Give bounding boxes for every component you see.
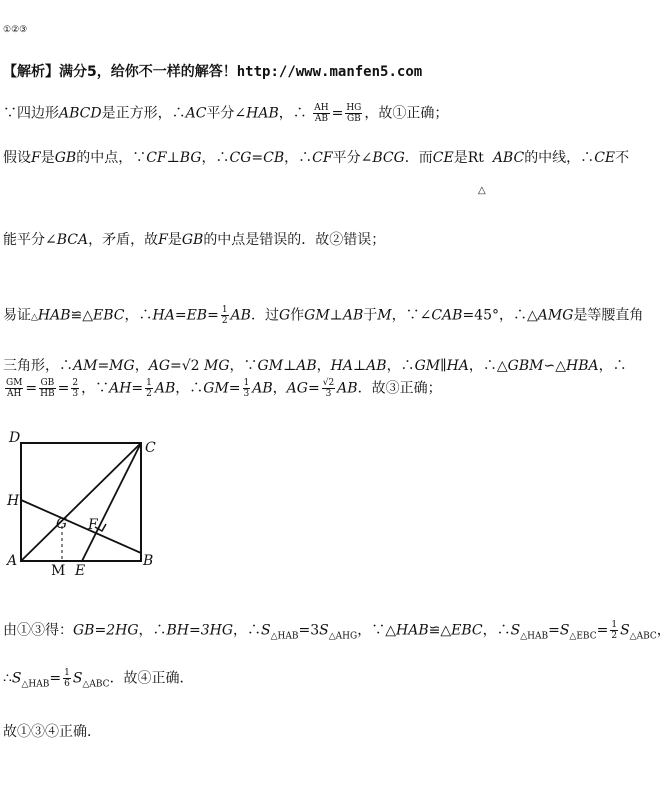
conclusion: 故①③④正确． bbox=[3, 724, 101, 740]
fraction-1-2: $\frac{1}{2}$ bbox=[221, 305, 228, 326]
step-5: 三角形，∴AM=MG，AG=√2 MG，∵GM⊥AB，HA⊥AB，∴GM∥HA，∴△GBM∽△HBA，∴ bbox=[3, 358, 627, 374]
label-e: E bbox=[75, 563, 86, 579]
label-m: M bbox=[51, 563, 66, 579]
label-h: H bbox=[7, 493, 20, 509]
label-g: G bbox=[56, 516, 68, 532]
fraction-hg-gb: $\frac{HG}{GB}$ bbox=[346, 103, 362, 124]
geometry-figure bbox=[4, 425, 184, 585]
solution-tag: 【解析】满分5，给你不一样的解答！ bbox=[3, 64, 237, 80]
label-a: A bbox=[7, 553, 18, 569]
label-b: B bbox=[143, 553, 154, 569]
step-8: $\therefore S_{\triangle HAB}=$ $\frac{1}{6}$ $S_{\triangle ABC}$．故④正确． bbox=[3, 668, 194, 690]
segment-hb bbox=[21, 500, 141, 553]
step-4: 易证△HAB≌△EBC，∴HA=EB= $\frac{1}{2}$ AB．过G作GM⊥AB于M，∵∠CAB=45°，∴△AMG是等腰直角 bbox=[3, 305, 644, 326]
site-url: http://www.manfen5.com bbox=[236, 64, 423, 80]
step-1: ∵四边形ABCD是正方形，∴AC平分∠HAB，∴ $\frac{AH}{AB}$ = $\frac{HG}{GB}$ ，故①正确； bbox=[3, 103, 449, 124]
diagonal-ac bbox=[21, 443, 141, 561]
fraction-ah-ab: $\frac{AH}{AB}$ bbox=[314, 103, 329, 124]
top-marks: ①②③ bbox=[3, 25, 28, 35]
step-3: 能平分∠BCA，矛盾，故F是GB的中点是错误的．故②错误； bbox=[3, 232, 386, 248]
triangle-symbol: △ bbox=[478, 185, 486, 196]
label-c: C bbox=[145, 440, 156, 456]
step-2: 假设F是GB的中点，∵CF⊥BG，∴CG=CB，∴CF平分∠BCG．而CE是Rt ABC的中线，∴CE不 bbox=[3, 150, 630, 166]
segment-ce bbox=[82, 443, 141, 561]
label-f: F bbox=[88, 517, 98, 533]
label-d: D bbox=[9, 430, 21, 446]
solution-header bbox=[3, 62, 422, 82]
step-6: $\frac{GM}{AH}$ = $\frac{GB}{HB}$ = $\frac{2}{3}$ ，∵AH= $\frac{1}{2}$ AB，∴GM= $\frac{1}{3}$ AB，AG= $\frac{√2}{3}$ AB．故③正确； bbox=[6, 378, 442, 399]
step-7: 由①③得：GB=2HG，∴BH=3HG，$\therefore S_{\triangle HAB}=3S_{\triangle AHG}$，∵△HAB≌△EBC，$\therefore S_{\triangle HAB}=S_{\triangle EBC}=$ $\frac{1}{2}$ $S_{\triangle ABC}$， bbox=[3, 620, 671, 642]
